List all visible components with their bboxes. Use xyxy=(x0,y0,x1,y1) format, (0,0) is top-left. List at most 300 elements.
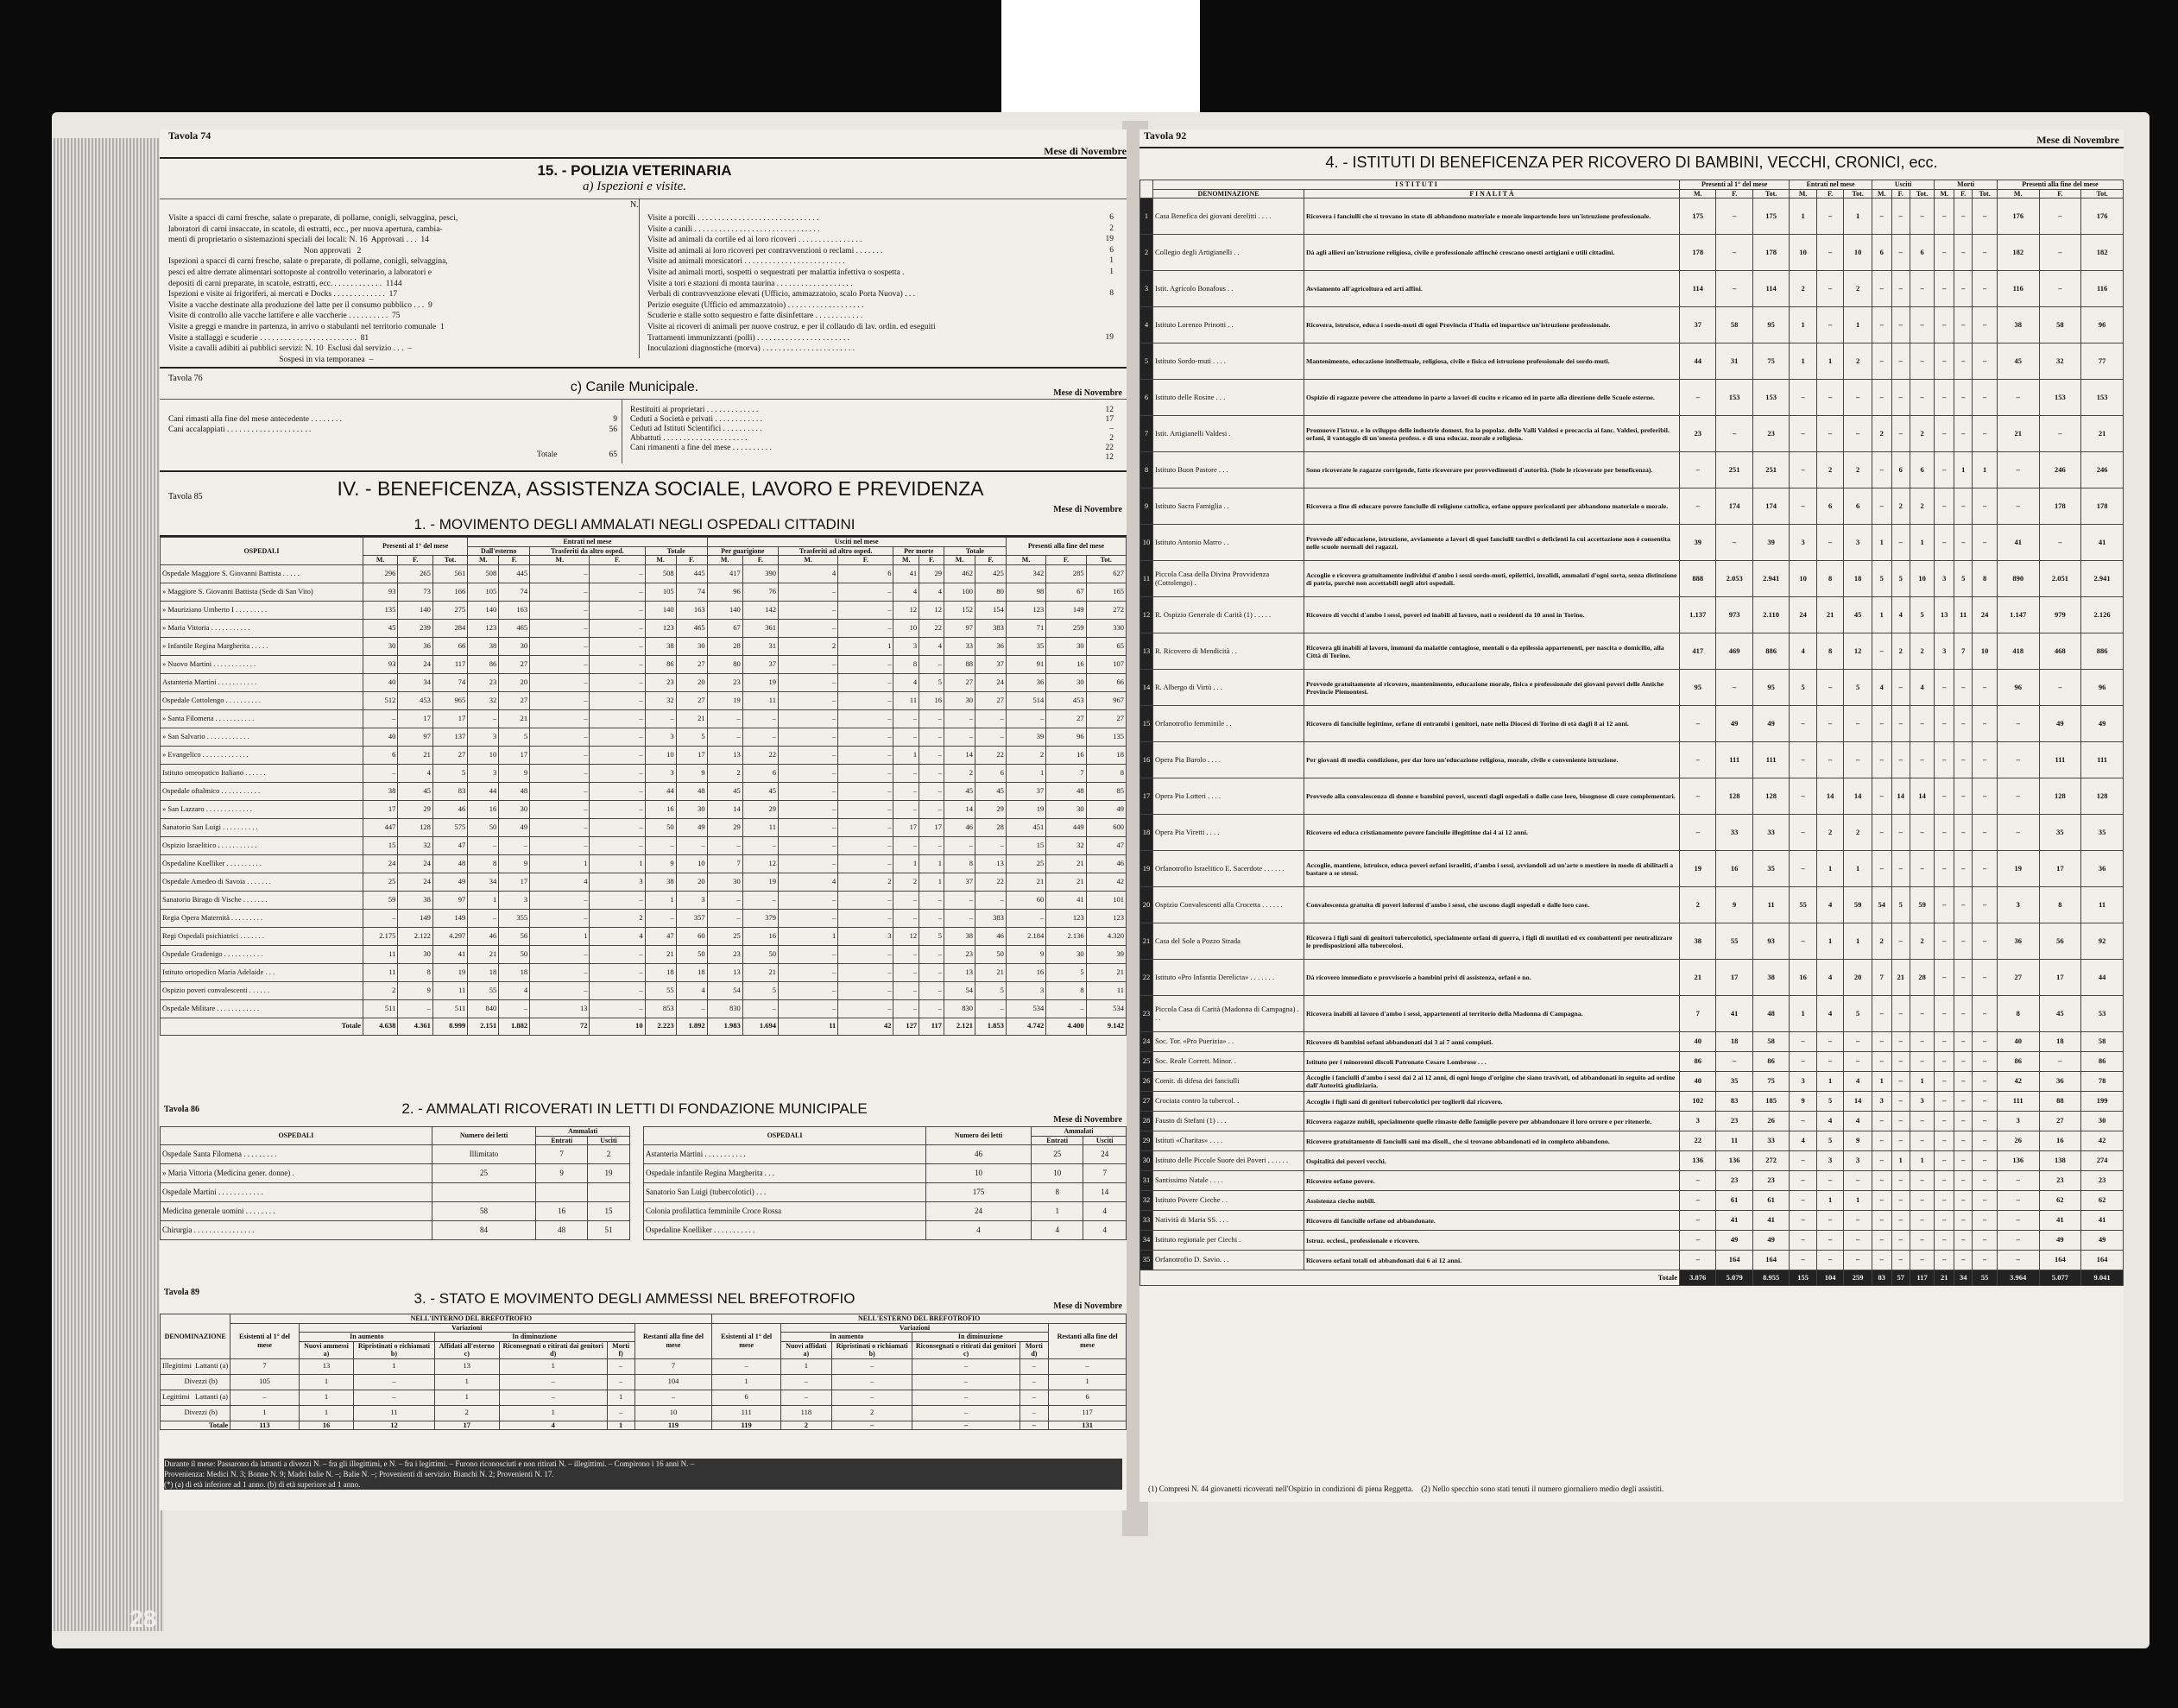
table-cell: – xyxy=(1680,706,1716,742)
table-cell: – xyxy=(1935,1231,1954,1251)
institute-name: Istituto Sacra Famiglia . . xyxy=(1153,488,1304,525)
table-cell: 59 xyxy=(1910,887,1935,923)
table-cell: – xyxy=(893,999,919,1018)
table-cell: 45 xyxy=(1844,597,1872,633)
table-row xyxy=(161,891,1127,909)
table-cell: – xyxy=(1935,1131,1954,1151)
table-cell: – xyxy=(1790,851,1817,887)
page-number: 28 xyxy=(129,1605,157,1632)
vet-right-row xyxy=(647,300,1114,312)
table-cell: – xyxy=(1891,742,1910,778)
institute-name: Collegio degli Artigianelli . . xyxy=(1153,235,1304,271)
table-cell: 46 xyxy=(926,1145,1032,1164)
table-cell: 7 xyxy=(230,1358,300,1374)
table-cell: 274 xyxy=(2081,1151,2124,1171)
table-row xyxy=(161,673,1127,691)
table-cell: – xyxy=(590,999,645,1018)
row-number: 1 xyxy=(1140,199,1153,235)
table-cell: – xyxy=(912,1405,1020,1421)
table-cell: 96 xyxy=(1046,728,1086,746)
table-cell: 29 xyxy=(919,564,944,583)
table-cell: – xyxy=(1973,307,1998,343)
table-cell: 49 xyxy=(1752,706,1789,742)
table-cell: – xyxy=(363,709,398,728)
table-cell: 1 xyxy=(1816,923,1844,960)
vet-right-value: 1 xyxy=(1109,267,1114,276)
table-cell: 61 xyxy=(1752,1191,1789,1211)
table-cell: – xyxy=(778,709,837,728)
table-cell: – xyxy=(1790,1171,1817,1191)
table-cell: 12 xyxy=(893,601,919,619)
table-cell: 21 xyxy=(1046,854,1086,873)
table-cell: 41 xyxy=(1716,996,1752,1032)
institute-name: Istituto Sordo-muti . . . . xyxy=(1153,343,1304,380)
table-row xyxy=(161,999,1127,1018)
table-cell: – xyxy=(1935,416,1954,452)
table-cell: 48 xyxy=(536,1221,588,1240)
table-cell: 1 xyxy=(712,1374,781,1390)
rule xyxy=(160,470,1127,472)
institute-purpose: Accoglie, mantiene, istruisce, educa poveri orfani israeliti, d'ambo i sessi, avviandoli ad un'arte o mestiere in modo di abilitarli a bastare a se stessi. xyxy=(1304,851,1680,887)
table-row xyxy=(1140,1052,2124,1072)
vet-left-line: laboratori di carni insaccate, in scatole, di estratti, ecc., per nuova apertura, cambia- xyxy=(168,224,443,234)
table-cell: – xyxy=(1954,1151,1973,1171)
table-row xyxy=(161,655,1127,673)
table-cell: – xyxy=(607,1405,634,1421)
row-number: 2 xyxy=(1140,235,1153,271)
table-cell: 32 xyxy=(645,691,676,709)
table-cell: – xyxy=(919,764,944,782)
table-cell: 9 xyxy=(676,764,707,782)
table-cell: – xyxy=(398,999,432,1018)
table-cell: 16 xyxy=(645,800,676,818)
total-cell: 2.223 xyxy=(645,1018,676,1035)
table-cell: 4 xyxy=(499,981,530,999)
hospital-name: Ospizio Israelitico . . . . . . . . . . . xyxy=(161,836,363,854)
row-number: 20 xyxy=(1140,887,1153,923)
table-cell: 1 xyxy=(1816,1191,1844,1211)
table-cell: 23 xyxy=(1752,416,1789,452)
table-cell: – xyxy=(1954,1052,1973,1072)
table-cell: – xyxy=(1891,1131,1910,1151)
table-cell: 11 xyxy=(1716,1131,1752,1151)
table-cell: 100 xyxy=(944,583,975,601)
table-cell: – xyxy=(1935,199,1954,235)
hospital-name: » Infantile Regina Margherita . . . . . xyxy=(161,637,363,655)
table-cell: – xyxy=(919,999,944,1018)
header-hospitals: OSPEDALI xyxy=(161,1127,432,1145)
table-cell: 55 xyxy=(1790,887,1817,923)
table-cell: 9 xyxy=(1790,1092,1817,1112)
table-cell: 174 xyxy=(1752,488,1789,525)
table-cell: 23 xyxy=(707,945,742,963)
table-cell: 41 xyxy=(893,564,919,583)
table-cell: 4 xyxy=(919,583,944,601)
table-cell: 2 xyxy=(1844,343,1872,380)
table-cell: – xyxy=(707,709,742,728)
table-cell: 3 xyxy=(1872,1092,1891,1112)
table-cell: – xyxy=(1910,1191,1935,1211)
table-cell: – xyxy=(1020,1374,1048,1390)
table-cell: 178 xyxy=(1752,235,1789,271)
table-cell: 2.126 xyxy=(2081,597,2124,633)
table-cell: – xyxy=(919,963,944,981)
table-cell: 32 xyxy=(398,836,432,854)
table-cell: – xyxy=(838,800,893,818)
vet-left-line: Visite a stallaggi e scuderie . . . . . . . . . . . . . . . . . . . . . . . . 81 xyxy=(168,333,369,343)
vet-left-line: Ispezioni e visite ai frigoriferi, ai mercati e Docks . . . . . . . . . . . . . 17 xyxy=(168,290,398,299)
institute-name: R. Ricovero di Mendicità . . xyxy=(1153,633,1304,670)
table-cell: – xyxy=(944,728,975,746)
table-cell: 1 xyxy=(1790,996,1817,1032)
table-row xyxy=(1140,778,2124,815)
section-title: 3. - STATO E MOVIMENTO DEGLI AMMESSI NEL BREFOTROFIO xyxy=(414,1290,855,1307)
month-label: Mese di Novembre xyxy=(1044,145,1127,157)
header-purpose: F I N A L I T À xyxy=(1304,189,1680,199)
table-cell: – xyxy=(1954,778,1973,815)
table-cell: 76 xyxy=(742,583,778,601)
table-cell: – xyxy=(838,746,893,764)
column-header: Affidati all'esterno c) xyxy=(434,1341,499,1358)
table-cell: 355 xyxy=(499,909,530,927)
table-cell: 2 xyxy=(831,1405,912,1421)
table-cell: 47 xyxy=(645,927,676,945)
total-cell: 4.638 xyxy=(363,1018,398,1035)
table-cell: – xyxy=(780,1390,831,1405)
table-cell: 20 xyxy=(499,673,530,691)
table-cell: 511 xyxy=(363,999,398,1018)
institute-purpose: Ricovera inabili al lavoro d'ambo i sessi, appartenenti al territorio della Madonna di Campagna. xyxy=(1304,996,1680,1032)
hospital-name: » Maria Vittoria (Medicina gener. donne) . xyxy=(161,1164,432,1183)
table-cell: 2 xyxy=(1844,815,1872,851)
table-cell: 8 xyxy=(2039,887,2081,923)
table-cell: – xyxy=(607,1374,634,1390)
table-cell: – xyxy=(1790,1211,1817,1231)
table-cell: 14 xyxy=(707,800,742,818)
table-cell: 11 xyxy=(893,691,919,709)
table-cell: 2 xyxy=(944,764,975,782)
hospital-name: Ospedale infantile Regina Margherita . . . xyxy=(644,1164,926,1183)
table-cell: – xyxy=(1935,1032,1954,1052)
table-cell: – xyxy=(1816,235,1844,271)
table-cell: 91 xyxy=(1006,655,1045,673)
table-cell: – xyxy=(676,999,707,1018)
table-cell: – xyxy=(1891,706,1910,742)
denomination: Divezzi (b) xyxy=(161,1374,230,1390)
table-cell: 37 xyxy=(1006,782,1045,800)
table-cell: – xyxy=(676,836,707,854)
vet-left-line: Visite a vacche destinate alla produzione del latte per il consumo pubblico . . . 9 xyxy=(168,300,432,310)
table-cell: – xyxy=(1973,199,1998,235)
table-cell: 888 xyxy=(1680,561,1716,597)
table-cell: – xyxy=(1790,706,1817,742)
table-cell: – xyxy=(1891,851,1910,887)
table-cell: – xyxy=(1872,1052,1891,1072)
table-cell: 25 xyxy=(1006,854,1045,873)
table-row xyxy=(161,1358,1127,1374)
table-cell: – xyxy=(590,764,645,782)
table-cell: – xyxy=(1844,1231,1872,1251)
table-cell: – xyxy=(975,999,1006,1018)
pound-label: Restituiti ai proprietari . . . . . . . . . . . . . xyxy=(630,406,759,414)
table-cell: – xyxy=(1997,1191,2039,1211)
table-cell: – xyxy=(778,728,837,746)
table-cell: 175 xyxy=(1680,199,1716,235)
header-patients: Ammalati xyxy=(536,1127,630,1137)
table-cell: – xyxy=(1973,706,1998,742)
table-cell: 5 xyxy=(1046,963,1086,981)
column-header: F. xyxy=(1816,189,1844,199)
table-cell: – xyxy=(1844,416,1872,452)
vet-right-row xyxy=(647,279,1114,290)
table-cell: 965 xyxy=(432,691,467,709)
column-header: M. xyxy=(893,556,919,565)
table-cell: – xyxy=(1973,1052,1998,1072)
table-cell: 465 xyxy=(676,619,707,637)
table-cell: – xyxy=(1816,416,1844,452)
table-cell: 6 xyxy=(363,746,398,764)
table-cell: – xyxy=(1954,1171,1973,1191)
table-cell: 2 xyxy=(1844,271,1872,307)
table-cell: 5 xyxy=(1891,561,1910,597)
table-cell: 35 xyxy=(1006,637,1045,655)
table-cell: 42 xyxy=(1086,873,1126,891)
table-cell: – xyxy=(1049,1358,1127,1374)
vet-right-label: Trattamenti immunizzanti (polli) . . . . . . . . . . . . . . . . . . . . . . . xyxy=(647,333,849,343)
table-row xyxy=(161,1145,630,1164)
section-subtitle: a) Ispezioni e visite. xyxy=(583,180,686,193)
table-cell: 35 xyxy=(1752,851,1789,887)
table-cell: – xyxy=(468,909,499,927)
table-cell: – xyxy=(1973,960,1998,996)
table-cell: – xyxy=(1973,1072,1998,1092)
table-cell: 111 xyxy=(1997,1092,2039,1112)
table-cell: 22 xyxy=(975,873,1006,891)
table-cell: 27 xyxy=(499,691,530,709)
institute-name: Comit. di difesa dei fanciulli xyxy=(1153,1072,1304,1092)
table-cell: 24 xyxy=(398,873,432,891)
total-cell: 1.694 xyxy=(742,1018,778,1035)
table-cell: 165 xyxy=(1086,583,1126,601)
header-decrease: In diminuzione xyxy=(912,1333,1049,1342)
table-cell: 25 xyxy=(432,1164,536,1183)
table-cell: – xyxy=(893,728,919,746)
table-cell: 46 xyxy=(975,927,1006,945)
table-cell: 890 xyxy=(1997,561,2039,597)
table-cell: 8 xyxy=(468,854,499,873)
table-cell: 4.320 xyxy=(1086,927,1126,945)
table-cell: 6 xyxy=(838,564,893,583)
table-cell: 62 xyxy=(2039,1191,2081,1211)
table-cell: 86 xyxy=(645,655,676,673)
table-cell: – xyxy=(1872,488,1891,525)
table-cell: 36 xyxy=(1997,923,2039,960)
table-cell: 164 xyxy=(2081,1251,2124,1270)
table-cell: 272 xyxy=(1086,601,1126,619)
table-cell: 33 xyxy=(1716,815,1752,851)
table-cell: 10 xyxy=(1844,235,1872,271)
table-cell: 24 xyxy=(398,655,432,673)
header-bed-count: Numero dei letti xyxy=(926,1127,1032,1145)
table-cell: – xyxy=(1997,742,2039,778)
table-cell: 1 xyxy=(1049,1374,1127,1390)
table-cell: 16 xyxy=(536,1202,588,1221)
hospital-name: » Maggiore S. Giovanni Battista (Sede di San Vito) xyxy=(161,583,363,601)
table-cell: 17 xyxy=(919,818,944,836)
table-cell: 41 xyxy=(2081,1211,2124,1231)
table-cell: 45 xyxy=(363,619,398,637)
column-header: Tot. xyxy=(1752,189,1789,199)
table-cell: 71 xyxy=(1006,619,1045,637)
table-cell: – xyxy=(1816,271,1844,307)
table-number: Tavola 86 xyxy=(164,1105,200,1114)
table-cell: 21 xyxy=(676,709,707,728)
table-cell: 33 xyxy=(1752,815,1789,851)
scan-top-white-area xyxy=(1001,0,1200,129)
table-cell: – xyxy=(1973,1092,1998,1112)
table-cell: 123 xyxy=(645,619,676,637)
hospital-name: » Nuovo Martini . . . . . . . . . . . . xyxy=(161,655,363,673)
table-cell: 534 xyxy=(1006,999,1045,1018)
column-header: F. xyxy=(2039,189,2081,199)
table-cell: 175 xyxy=(926,1183,1032,1202)
table-cell: 66 xyxy=(1086,673,1126,691)
table-row xyxy=(161,1405,1127,1421)
table-cell: 48 xyxy=(1046,782,1086,800)
table-cell: 23 xyxy=(645,673,676,691)
table-cell: 149 xyxy=(432,909,467,927)
institute-name: Natività di Maria SS. . . . xyxy=(1153,1211,1304,1231)
column-header: F. xyxy=(742,556,778,565)
table-cell: 9 xyxy=(398,981,432,999)
column-header: M. xyxy=(468,556,499,565)
table-row xyxy=(161,1390,1127,1405)
table-cell: 18 xyxy=(676,963,707,981)
table-cell: – xyxy=(1954,1112,1973,1131)
vet-left-line: Sospesi in via temporanea – xyxy=(168,355,374,364)
table-cell: 41 xyxy=(2081,525,2124,561)
table-cell: 1 xyxy=(1816,1072,1844,1092)
month-label: Mese di Novembre xyxy=(2036,134,2119,146)
table-row xyxy=(644,1202,1127,1221)
table-cell: 979 xyxy=(2039,597,2081,633)
table-cell: 417 xyxy=(707,564,742,583)
table-cell: – xyxy=(1680,452,1716,488)
table-cell: – xyxy=(1935,1191,1954,1211)
table-cell: 1 xyxy=(230,1405,300,1421)
table-cell: – xyxy=(838,709,893,728)
table-cell: 13 xyxy=(1935,597,1954,633)
column-header: Ripristinati o richiamati b) xyxy=(354,1341,435,1358)
table-cell: – xyxy=(1872,380,1891,416)
table-cell: 14 xyxy=(944,800,975,818)
table-cell: 18 xyxy=(468,963,499,981)
table-cell: – xyxy=(530,764,590,782)
table-cell: – xyxy=(645,909,676,927)
column-header: Totale xyxy=(944,546,1007,556)
pound-label: Cani rimasti alla fine del mese antecedente . . . . . . . . xyxy=(168,415,343,424)
table-cell: – xyxy=(1816,525,1844,561)
table-cell: 45 xyxy=(707,782,742,800)
table-cell: 6 xyxy=(1910,235,1935,271)
table-cell: 47 xyxy=(432,836,467,854)
table-cell: – xyxy=(354,1390,435,1405)
table-cell: 29 xyxy=(742,800,778,818)
table-cell: – xyxy=(1935,670,1954,706)
table-cell: 38 xyxy=(1680,923,1716,960)
table-cell: 83 xyxy=(1716,1092,1752,1112)
table-cell: – xyxy=(707,836,742,854)
vet-right-label: Visite a canili . . . . . . . . . . . . . . . . . . . . . . . . . . . . . . . xyxy=(647,224,820,234)
table-cell: – xyxy=(530,673,590,691)
table-cell: 5 xyxy=(919,673,944,691)
table-cell: – xyxy=(645,836,676,854)
row-number: 17 xyxy=(1140,778,1153,815)
table-cell: – xyxy=(1790,778,1817,815)
table-cell: 6 xyxy=(742,764,778,782)
table-cell: – xyxy=(1816,1032,1844,1052)
row-number: 14 xyxy=(1140,670,1153,706)
table-cell: 7 xyxy=(707,854,742,873)
table-cell: 11 xyxy=(2081,887,2124,923)
table-cell: 2 xyxy=(1816,815,1844,851)
table-cell: 4 xyxy=(778,564,837,583)
table-cell: 19 xyxy=(587,1164,629,1183)
table-cell: 4 xyxy=(1816,960,1844,996)
institute-name: Ospizio Convalescenti alla Crocetta . . . . . . xyxy=(1153,887,1304,923)
table-row xyxy=(161,945,1127,963)
table-cell: 296 xyxy=(363,564,398,583)
table-cell: 149 xyxy=(398,909,432,927)
table-cell: 23 xyxy=(1752,1171,1789,1191)
vet-right-value: 1 xyxy=(1109,256,1114,266)
table-cell: – xyxy=(2039,271,2081,307)
table-cell: 30 xyxy=(676,800,707,818)
table-cell: 275 xyxy=(432,601,467,619)
table-cell: 272 xyxy=(1752,1151,1789,1171)
table-cell: 80 xyxy=(975,583,1006,601)
total-cell: 259 xyxy=(1844,1270,1872,1286)
table-cell: 11 xyxy=(742,691,778,709)
table-cell: – xyxy=(590,601,645,619)
table-cell: 58 xyxy=(2039,307,2081,343)
table-cell: – xyxy=(707,909,742,927)
table-row xyxy=(1140,525,2124,561)
hospital-name: Colonia profilattica femminile Croce Rossa xyxy=(644,1202,926,1221)
vet-right-label: Visite ad animali morsicatori . . . . . . . . . . . . . . . . . . . . . . . . . xyxy=(647,257,845,267)
vet-right-label: Inoculazioni diagnostiche (morva) . . . . . . . . . . . . . . . . . . . . . . . xyxy=(647,344,855,354)
table-cell: 1 xyxy=(919,873,944,891)
table-cell: 5 xyxy=(1891,887,1910,923)
table-row xyxy=(1140,199,2124,235)
column-header: F. xyxy=(1716,189,1752,199)
table-cell: 45 xyxy=(944,782,975,800)
institute-name: Istituto delle Rosine . . . xyxy=(1153,380,1304,416)
section-title: 4. - ISTITUTI DI BENEFICENZA PER RICOVERO DI BAMBINI, VECCHI, CRONICI, ecc. xyxy=(1325,154,1938,171)
total-cell: 3.964 xyxy=(1997,1270,2039,1286)
table-cell: 149 xyxy=(1046,601,1086,619)
table-cell: – xyxy=(1790,1151,1817,1171)
table-cell: 37 xyxy=(1680,307,1716,343)
table-cell: 3 xyxy=(468,764,499,782)
table-row xyxy=(1140,380,2124,416)
table-cell: – xyxy=(1973,380,1998,416)
table-cell: 20 xyxy=(676,873,707,891)
vet-right-row xyxy=(647,213,1114,224)
header-entered: Entrati nel mese xyxy=(468,538,707,547)
table-cell: 5 xyxy=(1872,561,1891,597)
table-cell: – xyxy=(590,945,645,963)
